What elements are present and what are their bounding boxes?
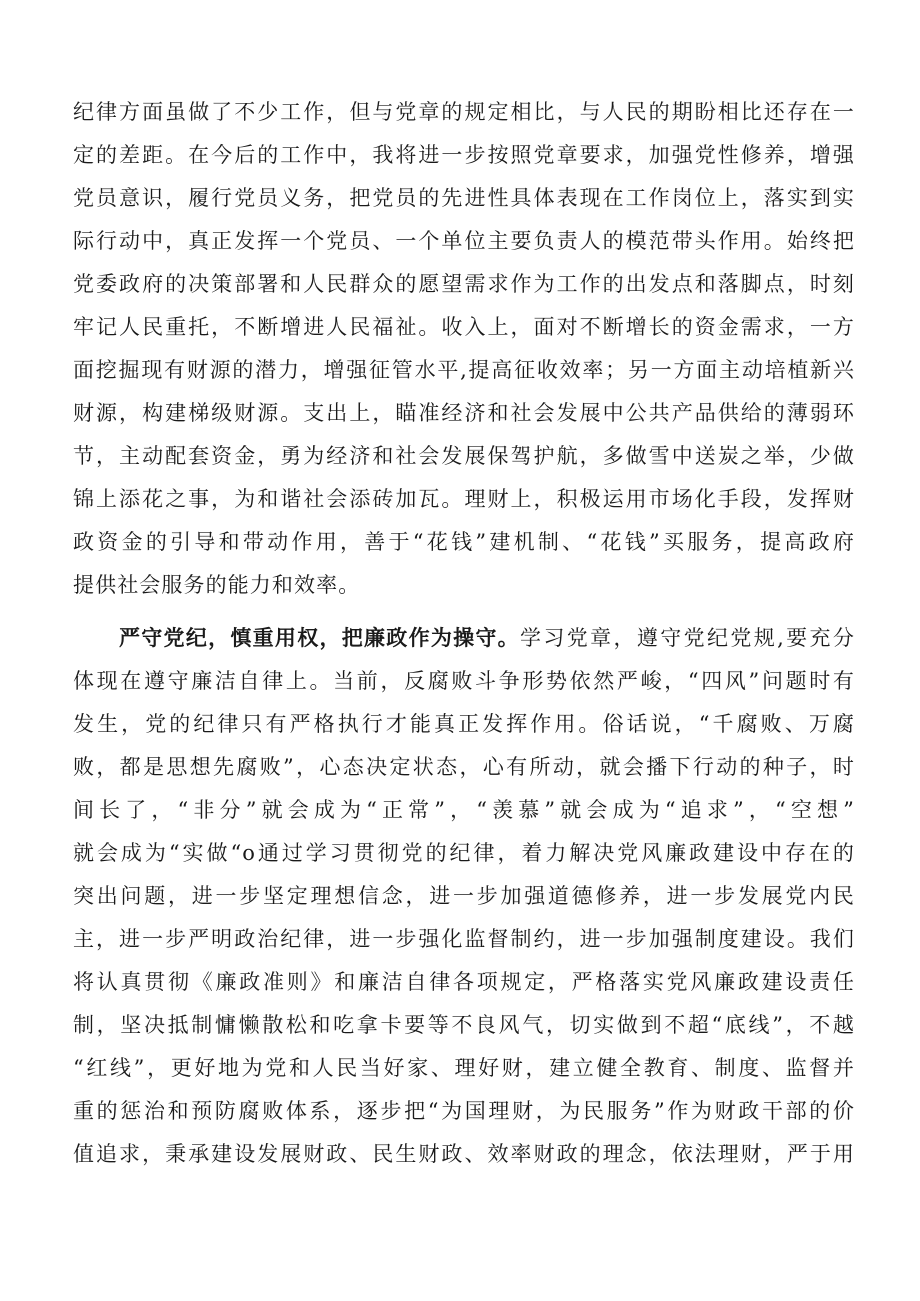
text-line: 将认真贯彻《廉政准则》和廉洁自律各项规定，严格落实党风廉政建设责任 (73, 970, 855, 994)
text-line: 突出问题，进一步坚定理想信念，进一步加强道德修养，进一步发展党内民 (73, 884, 855, 908)
text-line: 牢记人民重托，不断增进人民福祉。收入上，面对不断增长的资金需求，一方 (73, 315, 855, 339)
text-line: 纪律方面虽做了不少工作，但与党章的规定相比，与人民的期盼相比还存在一 (73, 100, 855, 124)
paragraph-2-first-line (119, 618, 855, 658)
text-line: 提供社会服务的能力和效率。 (73, 573, 361, 597)
text-line: 政资金的引导和带动作用，善于“花钱”建机制、“花钱”买服务，提高政府 (73, 530, 855, 554)
text-line: 际行动中，真正发挥一个党员、一个单位主要负责人的模范带头作用。始终把 (73, 229, 855, 253)
text-line: 党委政府的决策部署和人民群众的愿望需求作为工作的出发点和落脚点，时刻 (73, 272, 855, 296)
text-line: 定的差距。在今后的工作中，我将进一步按照党章要求，加强党性修养，增强 (73, 143, 855, 167)
text-line: 党员意识，履行党员义务，把党员的先进性具体表现在工作岗位上，落实到实 (73, 186, 855, 210)
text-line: 制，坚决抵制慵懒散松和吃拿卡要等不良风气，切实做到不超“底线”，不越 (73, 1013, 855, 1037)
paragraph-2-lead-heading: 严守党纪，慎重用权，把廉政作为操守。 (119, 626, 520, 650)
text-line: 体现在遵守廉洁自律上。当前，反腐败斗争形势依然严峻，“四风”问题时有 (73, 669, 855, 693)
text-line: 就会成为“实做“o通过学习贯彻党的纪律，着力解决党风廉政建设中存在的 (73, 841, 855, 865)
text-line: 值追求，秉承建设发展财政、民生财政、效率财政的理念，依法理财，严于用 (73, 1142, 855, 1166)
text-line: 发生，党的纪律只有严格执行才能真正发挥作用。俗话说，“千腐败、万腐 (73, 712, 855, 736)
text-line: 锦上添花之事，为和谐社会添砖加瓦。理财上，积极运用市场化手段，发挥财 (73, 487, 855, 511)
text-line: “红线”，更好地为党和人民当好家、理好财，建立健全教育、制度、监督并 (73, 1056, 855, 1080)
text-line: 主，进一步严明政治纪律，进一步强化监督制约，进一步加强制度建设。我们 (73, 927, 855, 951)
text-line: 间长了，“非分”就会成为“正常”，“羡慕”就会成为“追求”，“空想” (73, 798, 855, 822)
text-line: 财源，构建梯级财源。支出上，瞄准经济和社会发展中公共产品供给的薄弱环 (73, 401, 855, 425)
text-line: 面挖掘现有财源的潜力，增强征管水平,提高征收效率；另一方面主动培植新兴 (73, 358, 855, 382)
paragraph-2-first-line-text: 学习党章，遵守党纪党规,要充分 (519, 626, 855, 650)
text-line: 节，主动配套资金，勇为经济和社会发展保驾护航，多做雪中送炭之举，少做 (73, 444, 855, 468)
text-line: 重的惩治和预防腐败体系，逐步把“为国理财，为民服务”作为财政干部的价 (73, 1099, 855, 1123)
text-line: 败，都是思想先腐败”，心态决定状态，心有所动，就会播下行动的种子，时 (73, 755, 855, 779)
